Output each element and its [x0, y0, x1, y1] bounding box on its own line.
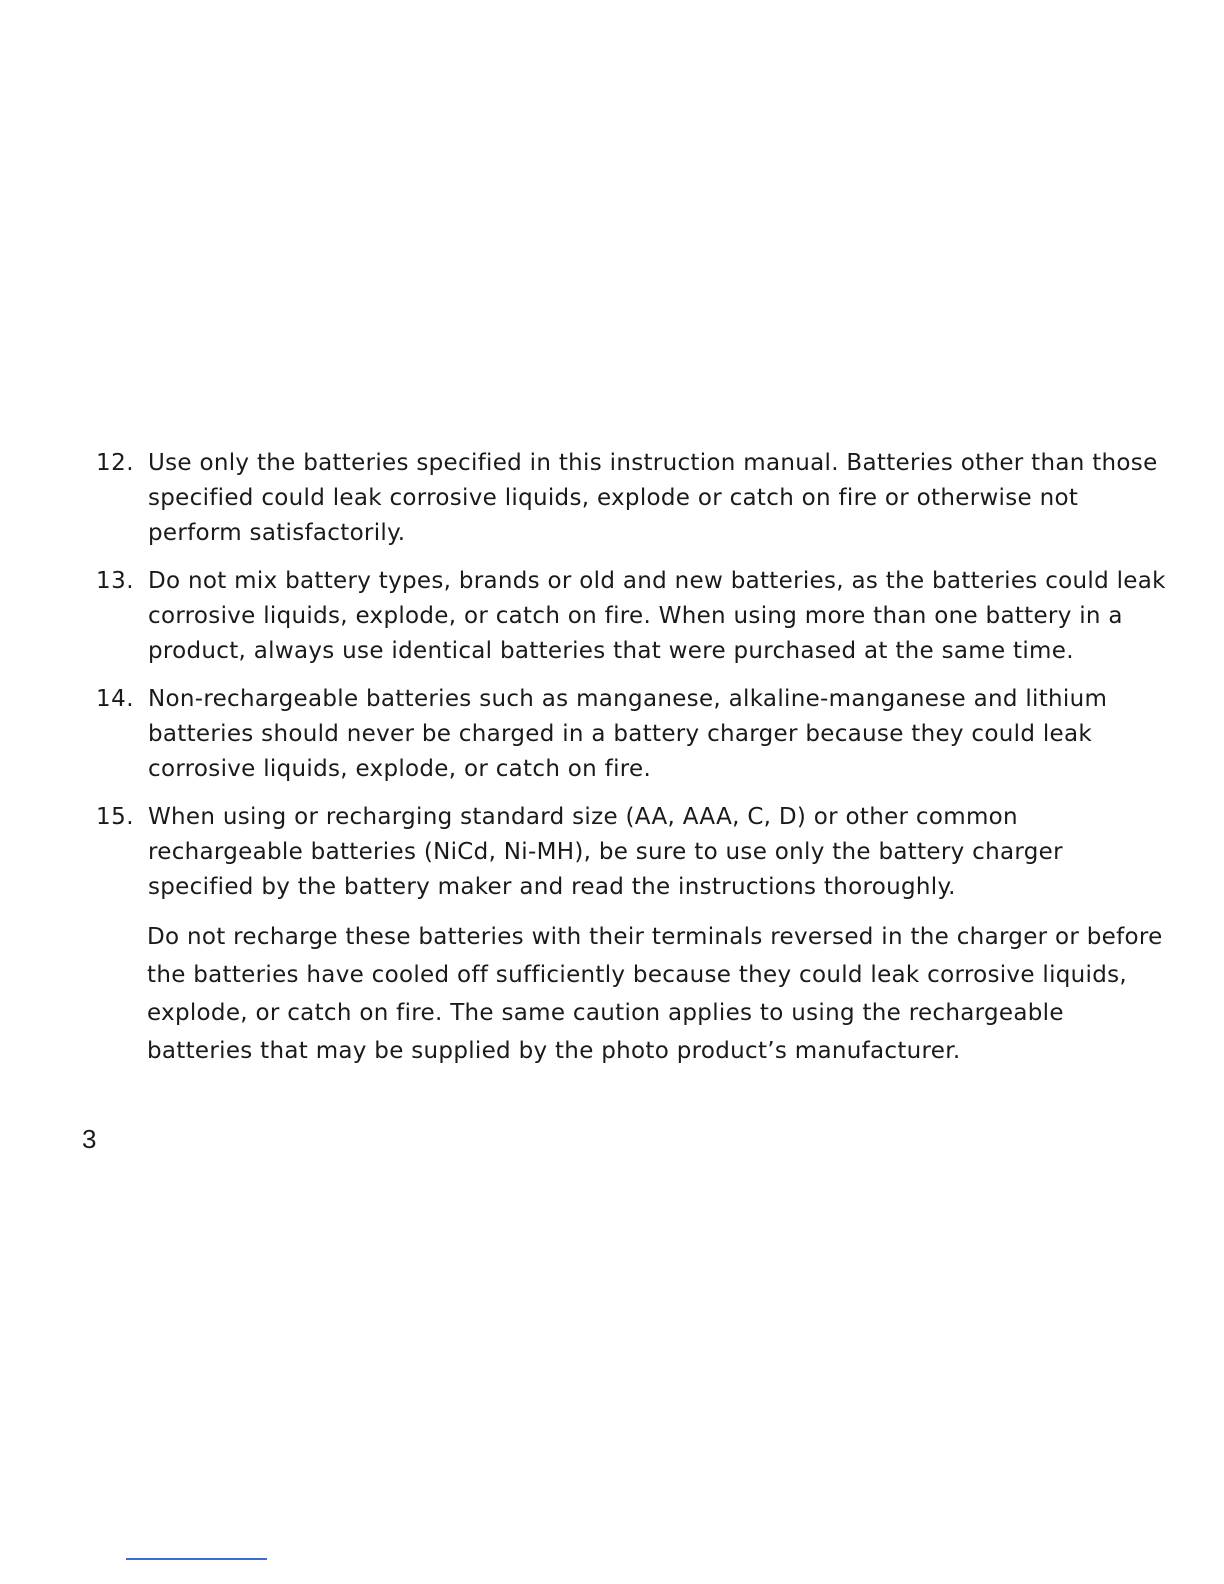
item-number: 13.: [96, 568, 135, 594]
item-continuation-paragraph: Do not recharge these batteries with their terminals reversed in the charger or before the batteries have cooled off sufficiently because they could leak corrosive liquids, explode, or catch on fire. The same caution applies to using the rechargeable batteries that may be supplied by the photo product’s manufacturer.: [147, 924, 1163, 1064]
item-text: Non-rechargeable batteries such as manganese, alkaline-manganese and lithium batteries should never be charged in a battery charger because they could leak corrosive liquids, explode, or catch on fire.: [148, 686, 1108, 782]
safety-instructions-list: [96, 446, 1176, 1070]
list-item: [96, 446, 1176, 551]
list-item: [96, 564, 1176, 669]
item-text: Do not mix battery types, brands or old and new batteries, as the batteries could leak corrosive liquids, explode, or catch on fire. When using more than one battery in a product, always use identical batteries that were purchased at the same time.: [148, 568, 1166, 664]
list-item: [96, 800, 1176, 905]
list-item: [96, 682, 1176, 787]
page-number: 3: [82, 1124, 97, 1154]
item-number: 14.: [96, 686, 135, 712]
footer-rule: [126, 1558, 267, 1560]
item-text: Use only the batteries specified in this instruction manual. Batteries other than those specified could leak corrosive liquids, explode or catch on fire or otherwise not perform satisfactorily.: [148, 450, 1158, 546]
item-number: 15.: [96, 804, 135, 830]
item-text: When using or recharging standard size (AA, AAA, C, D) or other common rechargeable batteries (NiCd, Ni-MH), be sure to use only the battery charger specified by the battery maker and read the instructions thoroughly.: [148, 804, 1063, 900]
item-number: 12.: [96, 450, 135, 476]
